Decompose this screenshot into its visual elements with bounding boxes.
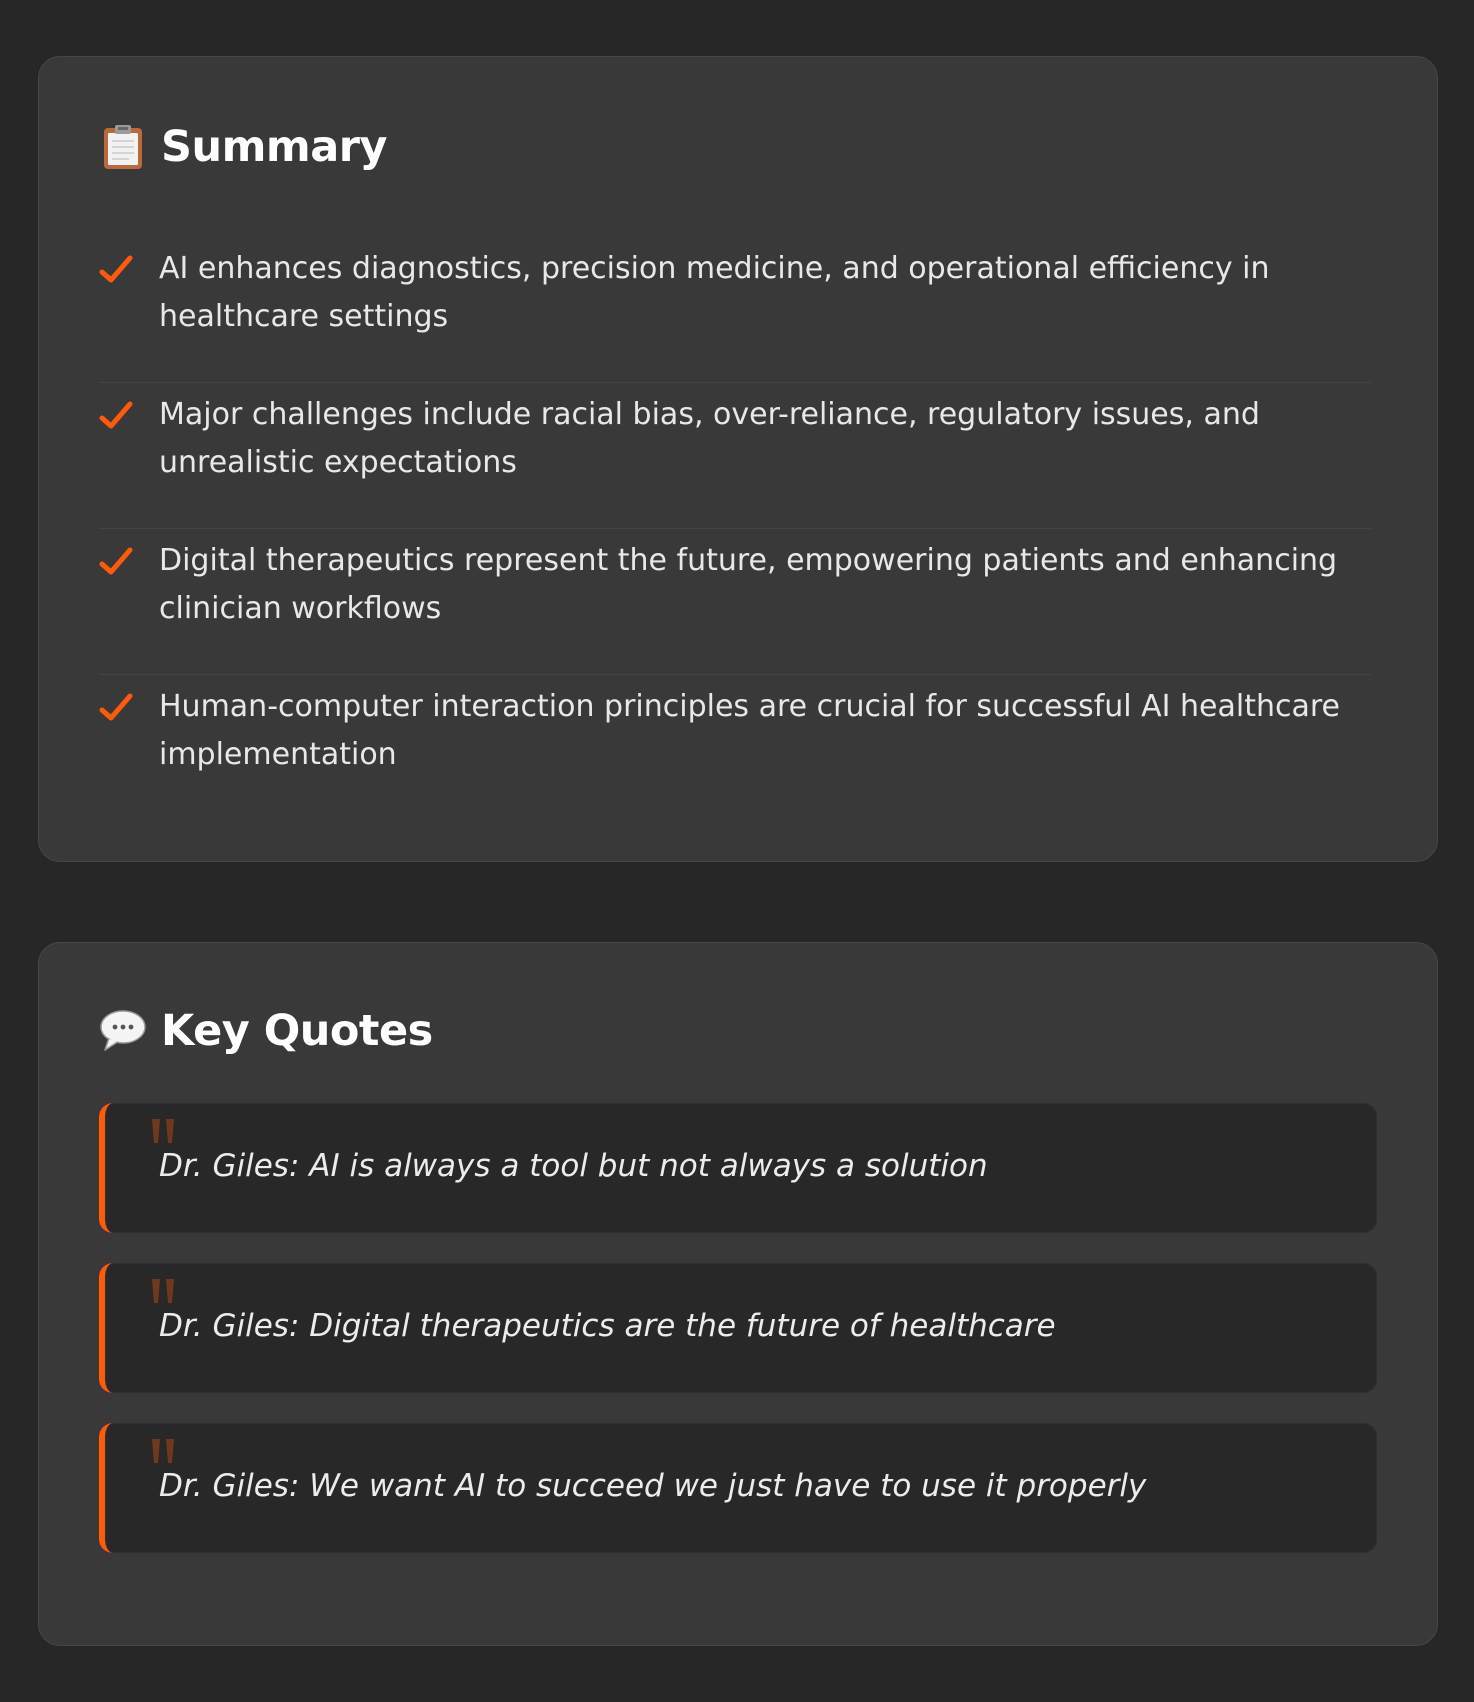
checkmark-icon [99,545,133,579]
quote-text: Dr. Giles: AI is always a tool but not always a solution [159,1148,988,1184]
quotes-title: Key Quotes [161,1006,433,1056]
summary-item-text: Digital therapeutics represent the future, empowering patients and enhancing clinician workflows [159,543,1338,626]
quote-text: Dr. Giles: We want AI to succeed we just have to use it properly [159,1468,1147,1504]
summary-list [99,237,1371,821]
quote-item [99,1263,1377,1393]
summary-title: Summary [161,122,387,172]
summary-item [99,237,1371,383]
summary-item [99,529,1371,675]
checkmark-icon [99,691,133,725]
summary-item-text: Human-computer interaction principles are crucial for successful AI healthcare implementation [159,689,1341,772]
quotes-card [38,942,1438,1646]
checkmark-icon [99,399,133,433]
summary-card [38,56,1438,862]
quotes-header [99,1001,433,1061]
speech-bubble-icon [99,1007,147,1055]
summary-item-text: Major challenges include racial bias, over-reliance, regulatory issues, and unrealistic expectations [159,397,1260,480]
quotes-list [99,1103,1377,1553]
clipboard-icon [99,123,147,171]
quote-item [99,1103,1377,1233]
quote-text: Dr. Giles: Digital therapeutics are the future of healthcare [159,1308,1056,1344]
summary-item [99,383,1371,529]
quote-item [99,1423,1377,1553]
summary-item-text: AI enhances diagnostics, precision medicine, and operational efficiency in healthcare settings [159,251,1270,334]
summary-item [99,675,1371,821]
summary-header [99,117,387,177]
checkmark-icon [99,253,133,287]
